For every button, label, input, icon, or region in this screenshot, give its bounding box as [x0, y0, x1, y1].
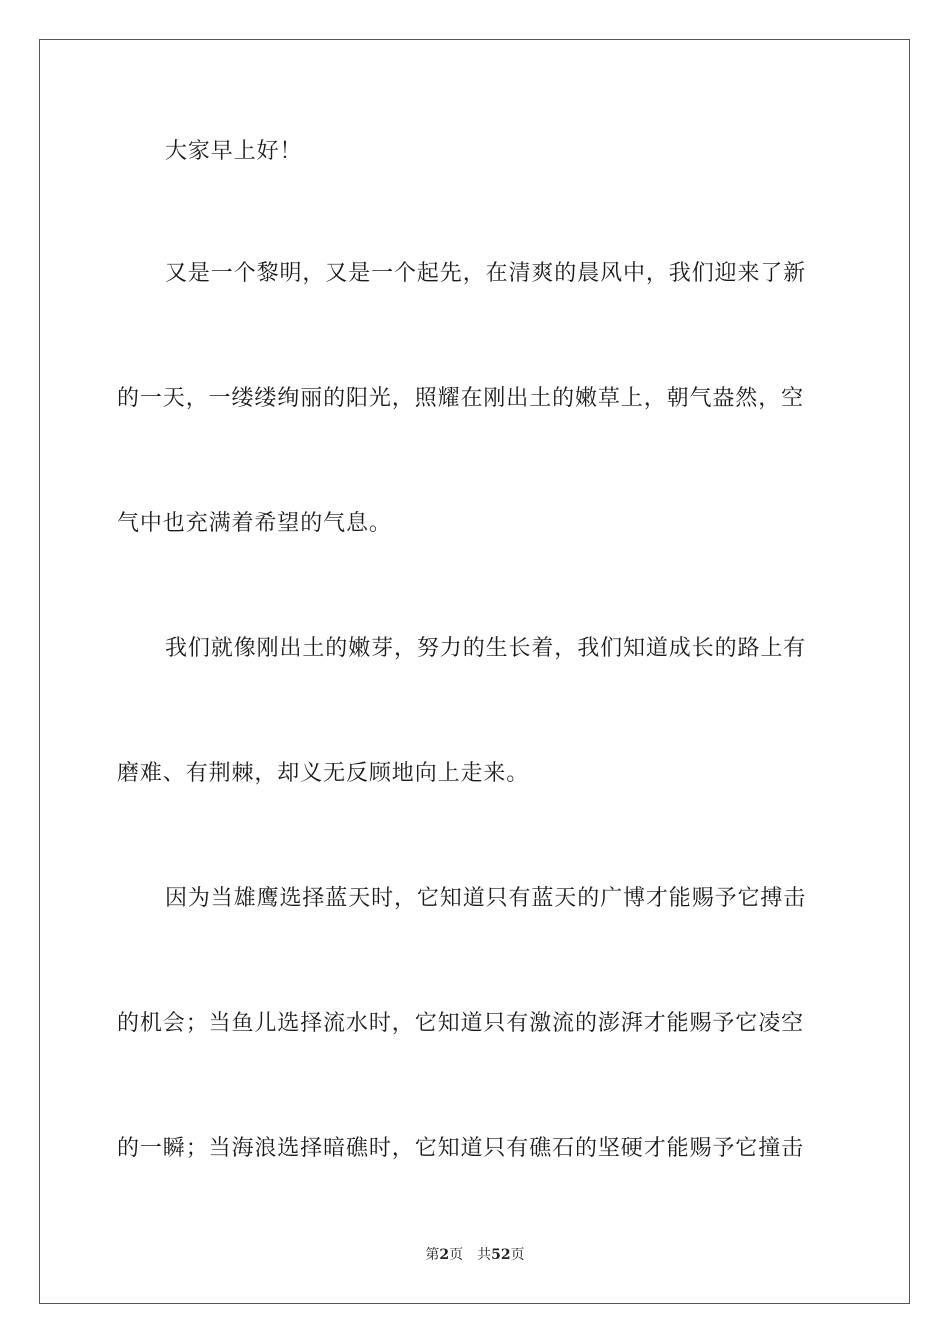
text-line: 的一天，一缕缕绚丽的阳光，照耀在刚出土的嫩草上，朝气盎然，空 [117, 386, 805, 411]
text-line: 因为当雄鹰选择蓝天时，它知道只有蓝天的广博才能赐予它搏击 [165, 886, 807, 911]
page-number: 2 [439, 1247, 450, 1263]
total-prefix: 共 [477, 1247, 492, 1263]
text-line: 我们就像刚出土的嫩芽，努力的生长着，我们知道成长的路上有 [165, 636, 807, 661]
text-line-greeting: 大家早上好！ [165, 139, 303, 164]
page-border [39, 39, 910, 1304]
text-line: 又是一个黎明，又是一个起先，在清爽的晨风中，我们迎来了新 [165, 261, 807, 286]
page-suffix: 页 [449, 1247, 464, 1263]
text-line: 的机会；当鱼儿选择流水时，它知道只有激流的澎湃才能赐予它凌空 [117, 1011, 805, 1036]
page-prefix: 第 [425, 1247, 440, 1263]
total-pages: 52 [491, 1247, 511, 1263]
text-line: 的一瞬；当海浪选择暗礁时，它知道只有礁石的坚硬才能赐予它撞击 [117, 1136, 805, 1161]
total-suffix: 页 [510, 1247, 525, 1263]
page-footer [0, 1245, 950, 1265]
text-line: 气中也充满着希望的气息。 [117, 511, 392, 536]
text-line: 磨难、有荆棘，却义无反顾地向上走来。 [117, 761, 530, 786]
